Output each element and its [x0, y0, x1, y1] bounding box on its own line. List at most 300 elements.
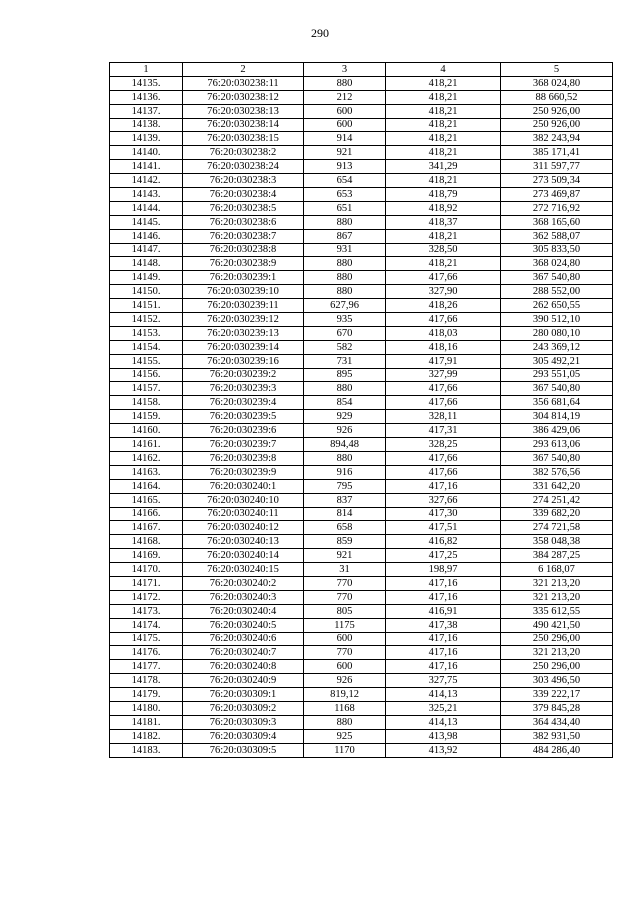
table-row [110, 479, 613, 493]
cadastral-number-cell: 76:20:030239:5 [183, 410, 304, 424]
table-row [110, 715, 613, 729]
area-cell: 880 [304, 271, 386, 285]
cadastral-number-cell: 76:20:030238:14 [183, 118, 304, 132]
rate-cell: 417,16 [386, 660, 501, 674]
table-row [110, 660, 613, 674]
cadastral-number-cell: 76:20:030238:4 [183, 188, 304, 202]
table-row [110, 326, 613, 340]
value-cell: 321 213,20 [501, 646, 613, 660]
row-number-cell: 14141. [110, 160, 183, 174]
value-cell: 390 512,10 [501, 313, 613, 327]
area-cell: 1175 [304, 618, 386, 632]
area-cell: 880 [304, 257, 386, 271]
data-table [109, 62, 613, 758]
column-header-5: 5 [501, 63, 613, 77]
value-cell: 367 540,80 [501, 382, 613, 396]
rate-cell: 417,66 [386, 451, 501, 465]
cadastral-number-cell: 76:20:030238:7 [183, 229, 304, 243]
area-cell: 1170 [304, 743, 386, 757]
cadastral-number-cell: 76:20:030240:5 [183, 618, 304, 632]
area-cell: 770 [304, 590, 386, 604]
cadastral-number-cell: 76:20:030240:8 [183, 660, 304, 674]
table-row [110, 382, 613, 396]
area-cell: 627,96 [304, 299, 386, 313]
area-cell: 600 [304, 118, 386, 132]
rate-cell: 416,82 [386, 535, 501, 549]
row-number-cell: 14178. [110, 674, 183, 688]
cadastral-number-cell: 76:20:030239:10 [183, 285, 304, 299]
row-number-cell: 14161. [110, 438, 183, 452]
cadastral-number-cell: 76:20:030240:7 [183, 646, 304, 660]
area-cell: 658 [304, 521, 386, 535]
table-row [110, 535, 613, 549]
cadastral-number-cell: 76:20:030240:9 [183, 674, 304, 688]
rate-cell: 417,66 [386, 271, 501, 285]
table-row [110, 632, 613, 646]
row-number-cell: 14160. [110, 424, 183, 438]
row-number-cell: 14139. [110, 132, 183, 146]
area-cell: 600 [304, 104, 386, 118]
rate-cell: 417,16 [386, 632, 501, 646]
cadastral-number-cell: 76:20:030309:5 [183, 743, 304, 757]
row-number-cell: 14166. [110, 507, 183, 521]
rate-cell: 417,16 [386, 590, 501, 604]
row-number-cell: 14150. [110, 285, 183, 299]
table-row [110, 424, 613, 438]
rate-cell: 417,66 [386, 465, 501, 479]
area-cell: 880 [304, 285, 386, 299]
value-cell: 293 551,05 [501, 368, 613, 382]
table-row [110, 285, 613, 299]
row-number-cell: 14179. [110, 688, 183, 702]
value-cell: 303 496,50 [501, 674, 613, 688]
area-cell: 935 [304, 313, 386, 327]
cadastral-number-cell: 76:20:030240:1 [183, 479, 304, 493]
area-cell: 880 [304, 451, 386, 465]
cadastral-number-cell: 76:20:030309:4 [183, 729, 304, 743]
value-cell: 274 721,58 [501, 521, 613, 535]
cadastral-number-cell: 76:20:030238:13 [183, 104, 304, 118]
cadastral-number-cell: 76:20:030238:5 [183, 201, 304, 215]
row-number-cell: 14145. [110, 215, 183, 229]
rate-cell: 418,16 [386, 340, 501, 354]
value-cell: 356 681,64 [501, 396, 613, 410]
row-number-cell: 14143. [110, 188, 183, 202]
cadastral-number-cell: 76:20:030239:7 [183, 438, 304, 452]
rate-cell: 327,66 [386, 493, 501, 507]
rate-cell: 417,16 [386, 646, 501, 660]
value-cell: 304 814,19 [501, 410, 613, 424]
value-cell: 273 469,87 [501, 188, 613, 202]
cadastral-number-cell: 76:20:030238:9 [183, 257, 304, 271]
rate-cell: 417,30 [386, 507, 501, 521]
value-cell: 262 650,55 [501, 299, 613, 313]
table-row [110, 243, 613, 257]
rate-cell: 417,25 [386, 549, 501, 563]
table-row [110, 674, 613, 688]
area-cell: 895 [304, 368, 386, 382]
table-row [110, 465, 613, 479]
table-row [110, 201, 613, 215]
table-row [110, 701, 613, 715]
rate-cell: 327,90 [386, 285, 501, 299]
row-number-cell: 14136. [110, 90, 183, 104]
rate-cell: 341,29 [386, 160, 501, 174]
area-cell: 731 [304, 354, 386, 368]
value-cell: 273 509,34 [501, 174, 613, 188]
rate-cell: 418,21 [386, 132, 501, 146]
area-cell: 653 [304, 188, 386, 202]
rate-cell: 417,31 [386, 424, 501, 438]
rate-cell: 418,21 [386, 104, 501, 118]
table-row [110, 313, 613, 327]
table-row [110, 132, 613, 146]
cadastral-number-cell: 76:20:030238:24 [183, 160, 304, 174]
row-number-cell: 14159. [110, 410, 183, 424]
area-cell: 582 [304, 340, 386, 354]
area-cell: 926 [304, 424, 386, 438]
value-cell: 339 222,17 [501, 688, 613, 702]
cadastral-number-cell: 76:20:030239:16 [183, 354, 304, 368]
value-cell: 250 926,00 [501, 118, 613, 132]
table-row [110, 188, 613, 202]
cadastral-number-cell: 76:20:030240:11 [183, 507, 304, 521]
area-cell: 837 [304, 493, 386, 507]
cadastral-number-cell: 76:20:030239:14 [183, 340, 304, 354]
cadastral-number-cell: 76:20:030240:6 [183, 632, 304, 646]
table-row [110, 493, 613, 507]
value-cell: 382 576,56 [501, 465, 613, 479]
table-row [110, 688, 613, 702]
table-row [110, 618, 613, 632]
value-cell: 367 540,80 [501, 271, 613, 285]
area-cell: 795 [304, 479, 386, 493]
row-number-cell: 14170. [110, 563, 183, 577]
value-cell: 358 048,38 [501, 535, 613, 549]
table-row [110, 451, 613, 465]
rate-cell: 418,92 [386, 201, 501, 215]
row-number-cell: 14146. [110, 229, 183, 243]
rate-cell: 198,97 [386, 563, 501, 577]
table-row [110, 438, 613, 452]
area-cell: 880 [304, 215, 386, 229]
area-cell: 913 [304, 160, 386, 174]
area-cell: 931 [304, 243, 386, 257]
cadastral-number-cell: 76:20:030239:9 [183, 465, 304, 479]
cadastral-number-cell: 76:20:030240:10 [183, 493, 304, 507]
table-row [110, 90, 613, 104]
area-cell: 654 [304, 174, 386, 188]
rate-cell: 418,21 [386, 90, 501, 104]
table-row [110, 507, 613, 521]
cadastral-number-cell: 76:20:030239:11 [183, 299, 304, 313]
row-number-cell: 14167. [110, 521, 183, 535]
area-cell: 212 [304, 90, 386, 104]
cadastral-number-cell: 76:20:030238:6 [183, 215, 304, 229]
rate-cell: 418,37 [386, 215, 501, 229]
area-cell: 770 [304, 576, 386, 590]
area-cell: 670 [304, 326, 386, 340]
cadastral-number-cell: 76:20:030240:3 [183, 590, 304, 604]
area-cell: 880 [304, 76, 386, 90]
value-cell: 339 682,20 [501, 507, 613, 521]
rate-cell: 417,51 [386, 521, 501, 535]
row-number-cell: 14144. [110, 201, 183, 215]
rate-cell: 413,92 [386, 743, 501, 757]
row-number-cell: 14176. [110, 646, 183, 660]
rate-cell: 416,91 [386, 604, 501, 618]
cadastral-number-cell: 76:20:030239:6 [183, 424, 304, 438]
value-cell: 368 165,60 [501, 215, 613, 229]
row-number-cell: 14171. [110, 576, 183, 590]
value-cell: 250 296,00 [501, 660, 613, 674]
value-cell: 368 024,80 [501, 76, 613, 90]
cadastral-number-cell: 76:20:030239:13 [183, 326, 304, 340]
page-number: 290 [311, 26, 329, 40]
cadastral-number-cell: 76:20:030239:2 [183, 368, 304, 382]
table-row [110, 576, 613, 590]
area-cell: 651 [304, 201, 386, 215]
area-cell: 925 [304, 729, 386, 743]
row-number-cell: 14169. [110, 549, 183, 563]
area-cell: 921 [304, 146, 386, 160]
cadastral-number-cell: 76:20:030240:12 [183, 521, 304, 535]
cadastral-number-cell: 76:20:030240:2 [183, 576, 304, 590]
cadastral-number-cell: 76:20:030238:2 [183, 146, 304, 160]
area-cell: 914 [304, 132, 386, 146]
row-number-cell: 14168. [110, 535, 183, 549]
value-cell: 280 080,10 [501, 326, 613, 340]
area-cell: 805 [304, 604, 386, 618]
area-cell: 1168 [304, 701, 386, 715]
value-cell: 331 642,20 [501, 479, 613, 493]
cadastral-number-cell: 76:20:030240:15 [183, 563, 304, 577]
rate-cell: 328,11 [386, 410, 501, 424]
cadastral-number-cell: 76:20:030239:8 [183, 451, 304, 465]
cadastral-number-cell: 76:20:030238:3 [183, 174, 304, 188]
rate-cell: 417,66 [386, 382, 501, 396]
cadastral-number-cell: 76:20:030309:1 [183, 688, 304, 702]
table-row [110, 160, 613, 174]
row-number-cell: 14165. [110, 493, 183, 507]
area-cell: 859 [304, 535, 386, 549]
table-row [110, 549, 613, 563]
rate-cell: 414,13 [386, 688, 501, 702]
table-row [110, 340, 613, 354]
value-cell: 490 421,50 [501, 618, 613, 632]
area-cell: 770 [304, 646, 386, 660]
cadastral-number-cell: 76:20:030238:11 [183, 76, 304, 90]
table-row [110, 410, 613, 424]
row-number-cell: 14172. [110, 590, 183, 604]
row-number-cell: 14164. [110, 479, 183, 493]
rate-cell: 418,79 [386, 188, 501, 202]
rate-cell: 328,50 [386, 243, 501, 257]
cadastral-number-cell: 76:20:030238:8 [183, 243, 304, 257]
row-number-cell: 14149. [110, 271, 183, 285]
value-cell: 311 597,77 [501, 160, 613, 174]
area-cell: 929 [304, 410, 386, 424]
rate-cell: 417,66 [386, 396, 501, 410]
rate-cell: 417,66 [386, 313, 501, 327]
value-cell: 6 168,07 [501, 563, 613, 577]
area-cell: 854 [304, 396, 386, 410]
column-header-4: 4 [386, 63, 501, 77]
area-cell: 600 [304, 660, 386, 674]
row-number-cell: 14140. [110, 146, 183, 160]
value-cell: 293 613,06 [501, 438, 613, 452]
table-row [110, 396, 613, 410]
rate-cell: 327,75 [386, 674, 501, 688]
area-cell: 916 [304, 465, 386, 479]
value-cell: 385 171,41 [501, 146, 613, 160]
table-row [110, 646, 613, 660]
table-row [110, 729, 613, 743]
value-cell: 243 369,12 [501, 340, 613, 354]
area-cell: 819,12 [304, 688, 386, 702]
value-cell: 305 833,50 [501, 243, 613, 257]
cadastral-number-cell: 76:20:030239:3 [183, 382, 304, 396]
cadastral-number-cell: 76:20:030240:4 [183, 604, 304, 618]
rate-cell: 327,99 [386, 368, 501, 382]
row-number-cell: 14138. [110, 118, 183, 132]
row-number-cell: 14135. [110, 76, 183, 90]
row-number-cell: 14156. [110, 368, 183, 382]
table-row [110, 174, 613, 188]
row-number-cell: 14175. [110, 632, 183, 646]
table-row [110, 104, 613, 118]
rate-cell: 414,13 [386, 715, 501, 729]
area-cell: 926 [304, 674, 386, 688]
table-row [110, 76, 613, 90]
rate-cell: 418,21 [386, 174, 501, 188]
value-cell: 364 434,40 [501, 715, 613, 729]
value-cell: 384 287,25 [501, 549, 613, 563]
value-cell: 386 429,06 [501, 424, 613, 438]
row-number-cell: 14173. [110, 604, 183, 618]
value-cell: 362 588,07 [501, 229, 613, 243]
table-row [110, 257, 613, 271]
cadastral-number-cell: 76:20:030239:1 [183, 271, 304, 285]
area-cell: 867 [304, 229, 386, 243]
area-cell: 880 [304, 382, 386, 396]
table-row [110, 215, 613, 229]
rate-cell: 418,21 [386, 257, 501, 271]
row-number-cell: 14181. [110, 715, 183, 729]
area-cell: 921 [304, 549, 386, 563]
table-row [110, 368, 613, 382]
row-number-cell: 14148. [110, 257, 183, 271]
table-header-row [110, 63, 613, 77]
rate-cell: 418,26 [386, 299, 501, 313]
row-number-cell: 14137. [110, 104, 183, 118]
table-row [110, 118, 613, 132]
row-number-cell: 14147. [110, 243, 183, 257]
table-row [110, 146, 613, 160]
table-row [110, 590, 613, 604]
cadastral-number-cell: 76:20:030238:15 [183, 132, 304, 146]
value-cell: 88 660,52 [501, 90, 613, 104]
row-number-cell: 14183. [110, 743, 183, 757]
rate-cell: 413,98 [386, 729, 501, 743]
row-number-cell: 14155. [110, 354, 183, 368]
row-number-cell: 14180. [110, 701, 183, 715]
rate-cell: 325,21 [386, 701, 501, 715]
row-number-cell: 14151. [110, 299, 183, 313]
cadastral-number-cell: 76:20:030238:12 [183, 90, 304, 104]
table-row [110, 299, 613, 313]
value-cell: 382 243,94 [501, 132, 613, 146]
rate-cell: 417,91 [386, 354, 501, 368]
value-cell: 484 286,40 [501, 743, 613, 757]
rate-cell: 418,21 [386, 76, 501, 90]
table-row [110, 354, 613, 368]
row-number-cell: 14152. [110, 313, 183, 327]
table-row [110, 563, 613, 577]
value-cell: 321 213,20 [501, 576, 613, 590]
table-row [110, 229, 613, 243]
row-number-cell: 14158. [110, 396, 183, 410]
rate-cell: 418,21 [386, 229, 501, 243]
table-row [110, 521, 613, 535]
cadastral-number-cell: 76:20:030240:13 [183, 535, 304, 549]
row-number-cell: 14162. [110, 451, 183, 465]
row-number-cell: 14154. [110, 340, 183, 354]
value-cell: 305 492,21 [501, 354, 613, 368]
value-cell: 288 552,00 [501, 285, 613, 299]
row-number-cell: 14157. [110, 382, 183, 396]
rate-cell: 417,16 [386, 479, 501, 493]
row-number-cell: 14177. [110, 660, 183, 674]
value-cell: 274 251,42 [501, 493, 613, 507]
rate-cell: 417,38 [386, 618, 501, 632]
rate-cell: 418,21 [386, 146, 501, 160]
table-body [110, 76, 613, 757]
table-row [110, 604, 613, 618]
value-cell: 368 024,80 [501, 257, 613, 271]
row-number-cell: 14163. [110, 465, 183, 479]
value-cell: 379 845,28 [501, 701, 613, 715]
value-cell: 250 926,00 [501, 104, 613, 118]
table-row [110, 271, 613, 285]
value-cell: 367 540,80 [501, 451, 613, 465]
value-cell: 335 612,55 [501, 604, 613, 618]
row-number-cell: 14153. [110, 326, 183, 340]
column-header-2: 2 [183, 63, 304, 77]
rate-cell: 328,25 [386, 438, 501, 452]
area-cell: 880 [304, 715, 386, 729]
column-header-3: 3 [304, 63, 386, 77]
cadastral-number-cell: 76:20:030239:4 [183, 396, 304, 410]
cadastral-number-cell: 76:20:030239:12 [183, 313, 304, 327]
row-number-cell: 14182. [110, 729, 183, 743]
rate-cell: 417,16 [386, 576, 501, 590]
row-number-cell: 14174. [110, 618, 183, 632]
area-cell: 31 [304, 563, 386, 577]
area-cell: 814 [304, 507, 386, 521]
value-cell: 250 296,00 [501, 632, 613, 646]
rate-cell: 418,03 [386, 326, 501, 340]
value-cell: 272 716,92 [501, 201, 613, 215]
cadastral-number-cell: 76:20:030240:14 [183, 549, 304, 563]
rate-cell: 418,21 [386, 118, 501, 132]
table-row [110, 743, 613, 757]
column-header-1: 1 [110, 63, 183, 77]
value-cell: 321 213,20 [501, 590, 613, 604]
cadastral-number-cell: 76:20:030309:3 [183, 715, 304, 729]
cadastral-number-cell: 76:20:030309:2 [183, 701, 304, 715]
area-cell: 894,48 [304, 438, 386, 452]
